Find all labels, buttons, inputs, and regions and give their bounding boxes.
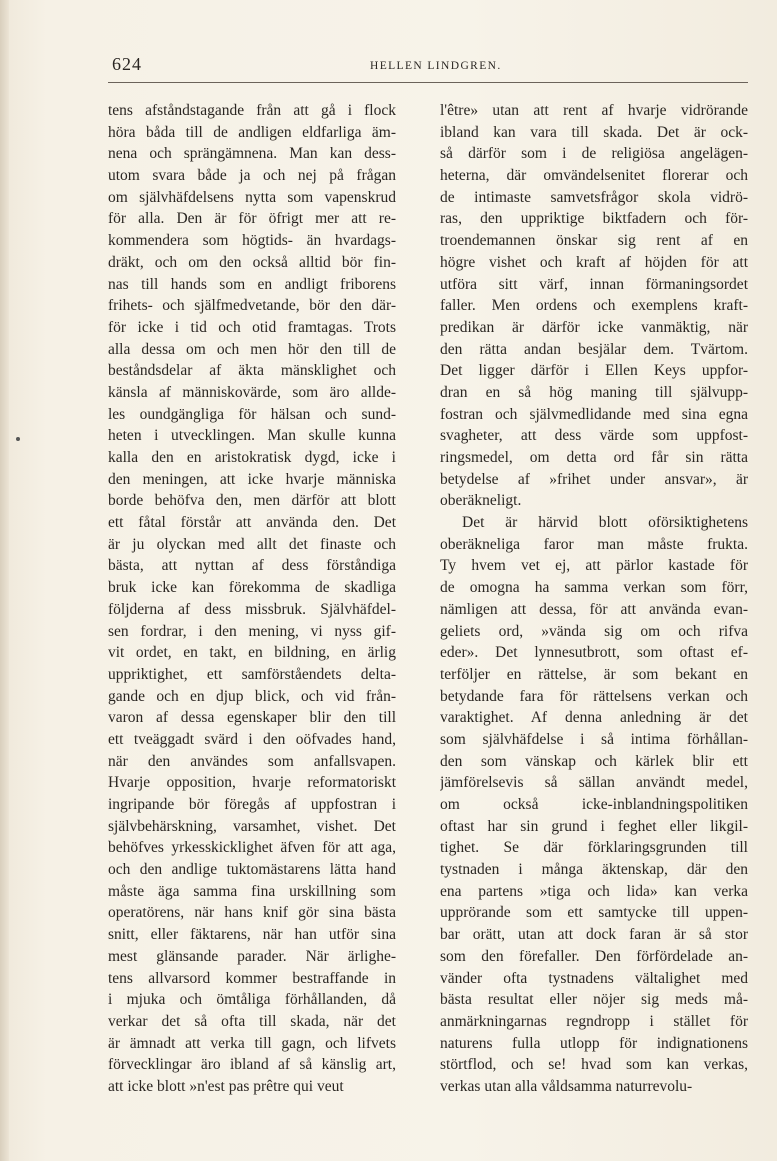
text-line: faller. Men ordens och exemplens kraft-	[440, 297, 748, 315]
text-line: varon af dessa egenskaper blir den till	[108, 709, 396, 727]
text-line: beståndsdelar af äkta mänsklighet och	[108, 362, 396, 380]
text-line: måste äga samma fina urskillning som	[108, 882, 396, 900]
text-line: ingripande bör föregås af uppfostran i	[108, 796, 396, 813]
text-line: att icke blott »n'est pas prêtre qui veut	[108, 1077, 344, 1095]
text-line: betydande fara för rättelsens verkan och	[440, 687, 748, 705]
text-line: upprörande som ett samtycke till uppen-	[440, 904, 748, 922]
text-line: oberäkneligt.	[440, 492, 522, 510]
page-header	[108, 50, 748, 80]
right-column	[440, 100, 748, 1098]
text-line: och den andlige tuktomästarens lätta hand	[108, 861, 396, 879]
text-line: terföljer en rättelse, är som bekant en	[440, 665, 748, 683]
text-line: den meningen, att icke hvarje människa	[108, 470, 396, 488]
text-line: som självhäfdelse i så intima förhållan-	[440, 730, 748, 748]
text-line: borde behöfva den, men därför att blott	[108, 492, 396, 510]
text-line: svagheter, att dess värde som uppfost-	[440, 427, 748, 445]
text-line: känsla af människovärde, som äro allde-	[108, 383, 396, 401]
text-line: dräkt, och om den också alltid bör fin-	[108, 253, 396, 271]
text-line: dran en så hög maning till självupp-	[440, 383, 748, 401]
text-line: vänder ofta tystnadens vältalighet med	[440, 969, 748, 987]
text-line: sen fordrar, i den mening, vi nyss gif-	[108, 622, 396, 640]
text-line: predikan är därför icke vanmäktig, när	[440, 318, 748, 336]
text-line: när den användes som anfallsvapen.	[108, 752, 396, 770]
text-line: är ju olyckan med allt det finaste och	[108, 535, 396, 553]
text-line: Det är härvid blott oförsiktighetens	[462, 514, 748, 532]
text-line: som den förefaller. Den förfördelade an-	[440, 947, 748, 965]
text-line: behöfves yrkesskicklighet äfven för att aga,	[108, 839, 396, 857]
text-line: högre vishet och kraft af höjden för att	[440, 253, 748, 271]
text-line: ibland kan vara till skada. Det är ock-	[440, 123, 748, 141]
text-line: den rätta andan besjälar dem. Tvärtom.	[440, 340, 748, 358]
text-line: tystnaden i många äktenskap, där den	[440, 861, 748, 879]
text-line: om också icke-inblandningspolitiken	[440, 796, 748, 813]
margin-mark	[16, 437, 20, 441]
text-line: uppriktighet, ett samförståendets delta-	[108, 665, 396, 683]
text-line: självbehärskning, varsamhet, vishet. Det	[108, 817, 396, 835]
text-line: den som vänskap och kärlek blir ett	[440, 752, 748, 770]
text-line: Ty hvem vet ej, att pärlor kastade för	[440, 557, 748, 575]
text-line: verkas utan alla våldsamma naturrevolu-	[440, 1077, 693, 1095]
text-line: i mjuka och ömtåliga förhållanden, då	[108, 991, 396, 1009]
text-line: är ämnadt att verka till gagn, och lifvets	[108, 1034, 396, 1052]
text-line: operatörens, när hans knif gör sina bästa	[108, 904, 396, 922]
page-edge-shadow	[0, 0, 9, 1161]
text-line: bruk icke kan förekomma de skadliga	[108, 579, 396, 597]
text-line: höra båda till de andligen eldfarliga äm-	[108, 123, 396, 141]
text-line: frihets- och själfmedvetande, bör den där-	[108, 297, 396, 315]
text-line: ringsmedel, om detta ord får sin rätta	[440, 449, 748, 466]
text-line: betydelse af »frihet under ansvar», är	[440, 470, 748, 488]
text-line: oberäkneliga faror man måste frukta.	[440, 535, 748, 553]
text-line: nena och sprängämnena. Man kan dess-	[108, 145, 396, 163]
text-line: utom svara både ja och nej på frågan	[108, 167, 396, 185]
text-line: ett tveäggadt svärd i den oöfvades hand,	[108, 730, 396, 748]
text-line: för alla. Den är för öfrigt mer att re-	[108, 210, 396, 228]
text-line: heten i utvecklingen. Man skulle kunna	[108, 427, 396, 445]
text-line: bästa, att nyttan af dess förståndiga	[108, 557, 396, 575]
text-line: troendemannen önskar sig rent af en	[440, 232, 748, 250]
text-line: heterna, där omvändelsenitet florerar och	[440, 167, 748, 185]
text-line: för icke i tid och otid framtagas. Trots	[108, 318, 396, 336]
text-line: gande och en djup blick, och vid från-	[108, 687, 396, 705]
text-line: les oundgängliga för hälsan och sund-	[108, 405, 396, 423]
text-line: tens allvarsord kommer bestraffande in	[108, 969, 396, 987]
page-number: 624	[112, 54, 142, 74]
text-line: oftast har sin grund i feghet eller likgil-	[440, 817, 748, 835]
text-line: mest glänsande parader. När ärlighe-	[108, 947, 396, 965]
left-column	[108, 100, 396, 1098]
text-line: de omogna ha samma verkan som förr,	[440, 579, 748, 597]
text-line: Det ligger därför i Ellen Keys uppfor-	[440, 362, 748, 380]
text-line: ena partens »tiga och lida» kan verka	[440, 882, 748, 900]
text-line: ras, den uppriktige biktfadern och för-	[440, 210, 748, 228]
header-rule	[108, 82, 748, 83]
text-line: jämförelsevis så sällan användt medel,	[440, 774, 748, 792]
text-line: geliets ord, »vända sig om och rifva	[440, 622, 748, 640]
text-line: ett fåtal förstår att använda den. Det	[108, 514, 396, 532]
text-line: störtflod, och se! hvad som kan verkas,	[440, 1056, 748, 1074]
text-line: verkar det så ofta till skada, när det	[108, 1012, 396, 1030]
text-line: eder». Det lynnesutbrott, som oftast ef-	[440, 644, 748, 662]
text-line: l'être» utan att rent af hvarje vidrörande	[440, 102, 748, 119]
text-line: naturens fulla utlopp för indignationens	[440, 1034, 748, 1052]
text-line: vit ordet, en takt, en bildning, en ärlig	[108, 644, 396, 662]
text-line: följderna af dess missbruk. Självhäfdel-	[108, 600, 396, 618]
text-line: de intimaste samvetsfrågor skola vidrö-	[440, 188, 748, 206]
text-line: nas till hands som en andligt friborens	[108, 275, 396, 293]
text-line: varaktighet. Af denna anledning är det	[440, 709, 748, 727]
text-line: kalla den en aristokratisk dygd, icke i	[108, 449, 396, 466]
text-line: utföra sitt värf, innan förmaningsordet	[440, 275, 748, 293]
text-line: tens afståndstagande från att gå i flock	[108, 102, 396, 119]
text-line: bar orätt, utan att dock faran är så stor	[440, 926, 748, 944]
text-line: kommendera som högtids- än hvardags-	[108, 232, 396, 250]
text-line: tighet. Se där förklaringsgrunden till	[440, 839, 748, 857]
text-line: Hvarje opposition, hvarje reformatoriskt	[108, 774, 396, 792]
text-line: snitt, eller fäktarens, när han utför sina	[108, 926, 396, 944]
text-line: så därför som i de religiösa angelägen-	[440, 145, 748, 163]
running-head: HELLEN LINDGREN.	[370, 60, 502, 72]
text-line: alla dessa om och men hör den till de	[108, 340, 396, 358]
text-line: fostran och självmedlidande med sina egna	[440, 405, 748, 423]
text-line: bästa resultat eller nöjer sig meds må-	[440, 991, 748, 1009]
text-line: nämligen att dessa, för att använda evan-	[440, 600, 748, 618]
text-line: anmärkningarnas regndropp i stället för	[440, 1012, 748, 1030]
text-line: förvecklingar äro ibland af så känslig art,	[108, 1056, 396, 1074]
text-line: om självhäfdelsens nytta som vapenskrud	[108, 188, 396, 206]
